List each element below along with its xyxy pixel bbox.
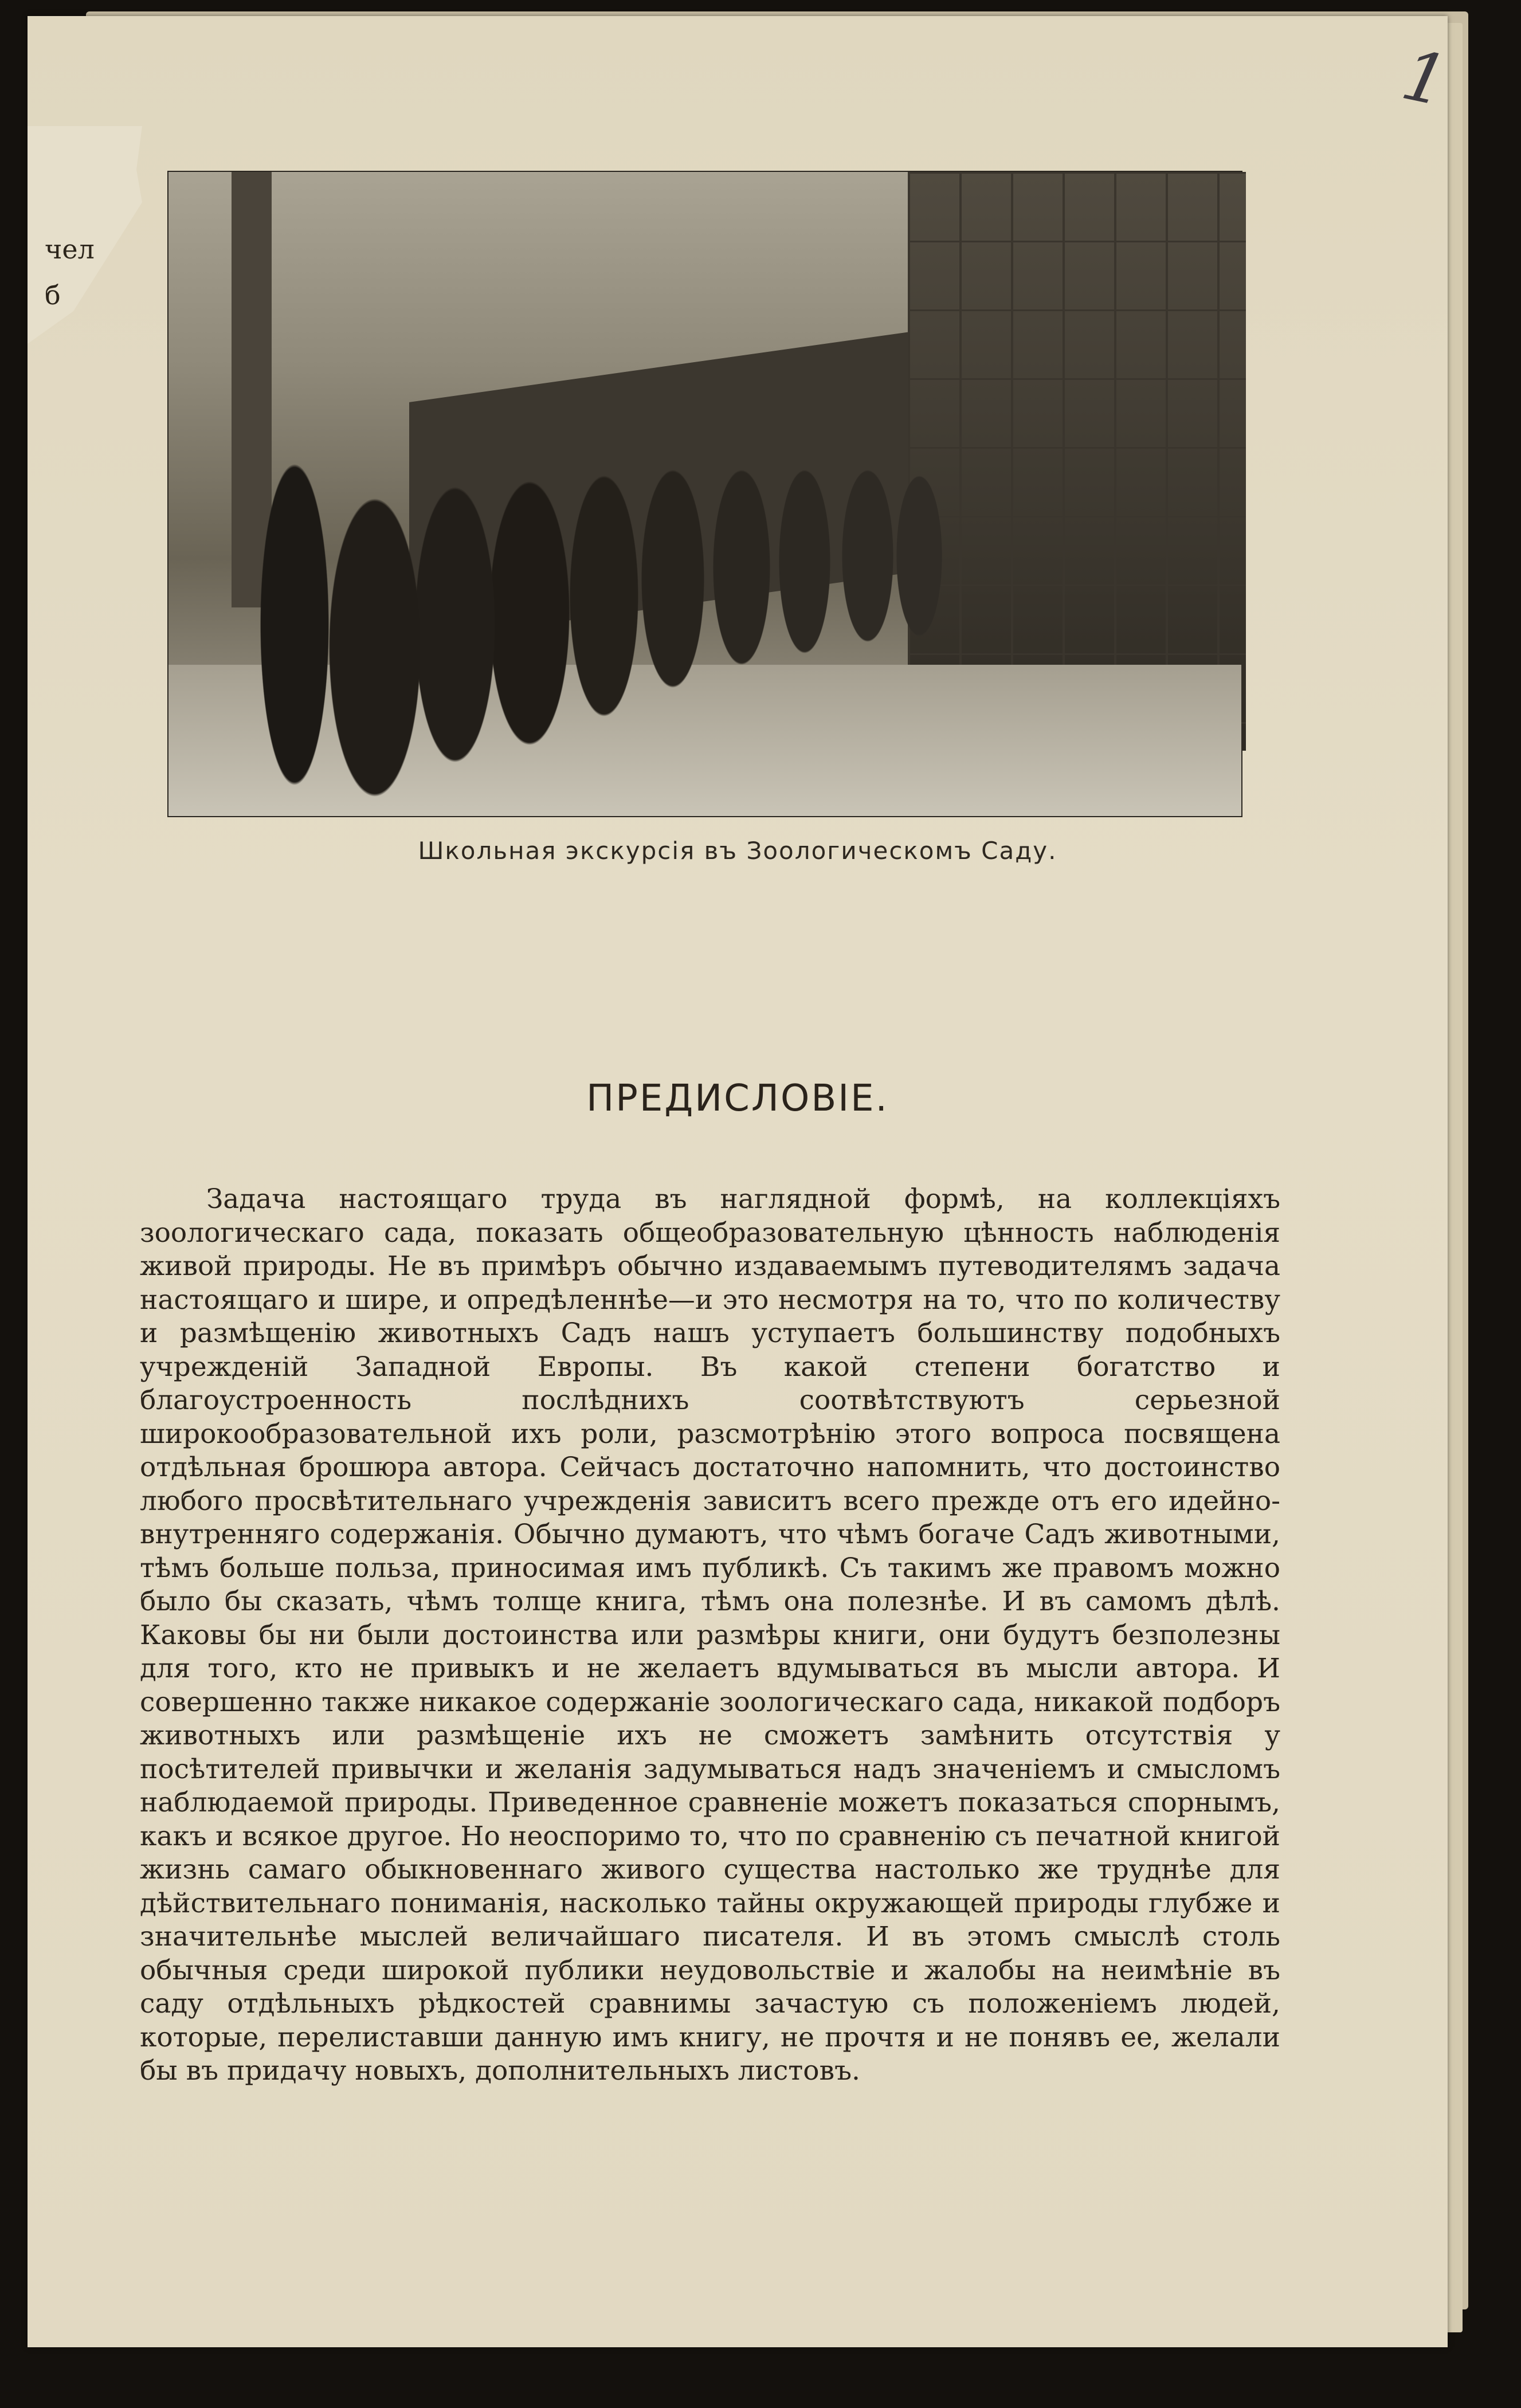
torn-fragment-line-2: б [45,280,61,311]
page-number: 1 [1395,35,1455,123]
photo-cage [908,172,1246,751]
photo-crowd [260,441,948,814]
photograph-school-excursion [167,171,1242,817]
section-heading: ПРЕДИСЛОВІЕ. [586,1077,889,1120]
document-page [28,16,1455,2347]
preface-body-text: Задача настоящаго труда въ наглядной формѣ, на коллекціяхъ зоологическаго сада, показать общеобразовательную цѣнность наблюденія живой природы. Не въ примѣръ обычно издаваемымъ путеводителямъ задача настоящаго и шире, и опредѣленнѣе—и это несмотря на то, что по количеству и размѣщенію животныхъ Садъ нашъ уступаетъ большинству подобныхъ учрежденій Западной Европы. Въ какой степени богатство и благоустроенность послѣднихъ соотвѣтствуютъ серьезной широкообразовательной ихъ роли, разсмотрѣнію этого вопроса посвящена отдѣльная брошюра автора. Сейчасъ достаточно напомнить, что достоинство любого просвѣтительнаго учрежденія зависитъ всего прежде отъ его идейно-внутренняго содержанія. Обычно думаютъ, что чѣмъ богаче Садъ животными, тѣмъ больше польза, приносимая имъ публикѣ. Съ такимъ же правомъ можно было бы сказать, чѣмъ толще книга, тѣмъ она полезнѣе. И въ самомъ дѣлѣ. Каковы бы ни были достоинства или размѣры книги, они будутъ безполезны для того, кто не привыкъ и не желаетъ вдумываться въ мысли автора. И совершенно также никакое содержаніе зоологическаго сада, никакой подборъ животныхъ или размѣщеніе ихъ не сможетъ замѣнить отсутствія у посѣтителей привычки и желанія задумываться надъ значеніемъ и смысломъ наблюдаемой природы. Приведенное сравненіе можетъ показаться спорнымъ, какъ и всякое другое. Но неоспоримо то, что по сравненію съ печатной книгой жизнь самаго обыкновеннаго живого существа настолько же труднѣе для дѣйствительнаго пониманія, насколько тайны окружающей природы глубже и значительнѣе мыслей величайшаго писателя. И въ этомъ смыслѣ столь обычныя среди широкой публики неудовольствіе и жалобы на неимѣніе въ саду отдѣльныхъ рѣдкостей сравнимы зачастую съ положеніемъ людей, которые, перелиставши данную имъ книгу, не прочтя и не понявъ ее, желали бы въ придачу новыхъ, дополнительныхъ листовъ. [140,1183,1280,2087]
photo-caption: Школьная экскурсія въ Зоологическомъ Саду. [418,837,1057,865]
torn-fragment-line-1: чел [45,234,95,265]
torn-fragment-text [45,226,95,318]
